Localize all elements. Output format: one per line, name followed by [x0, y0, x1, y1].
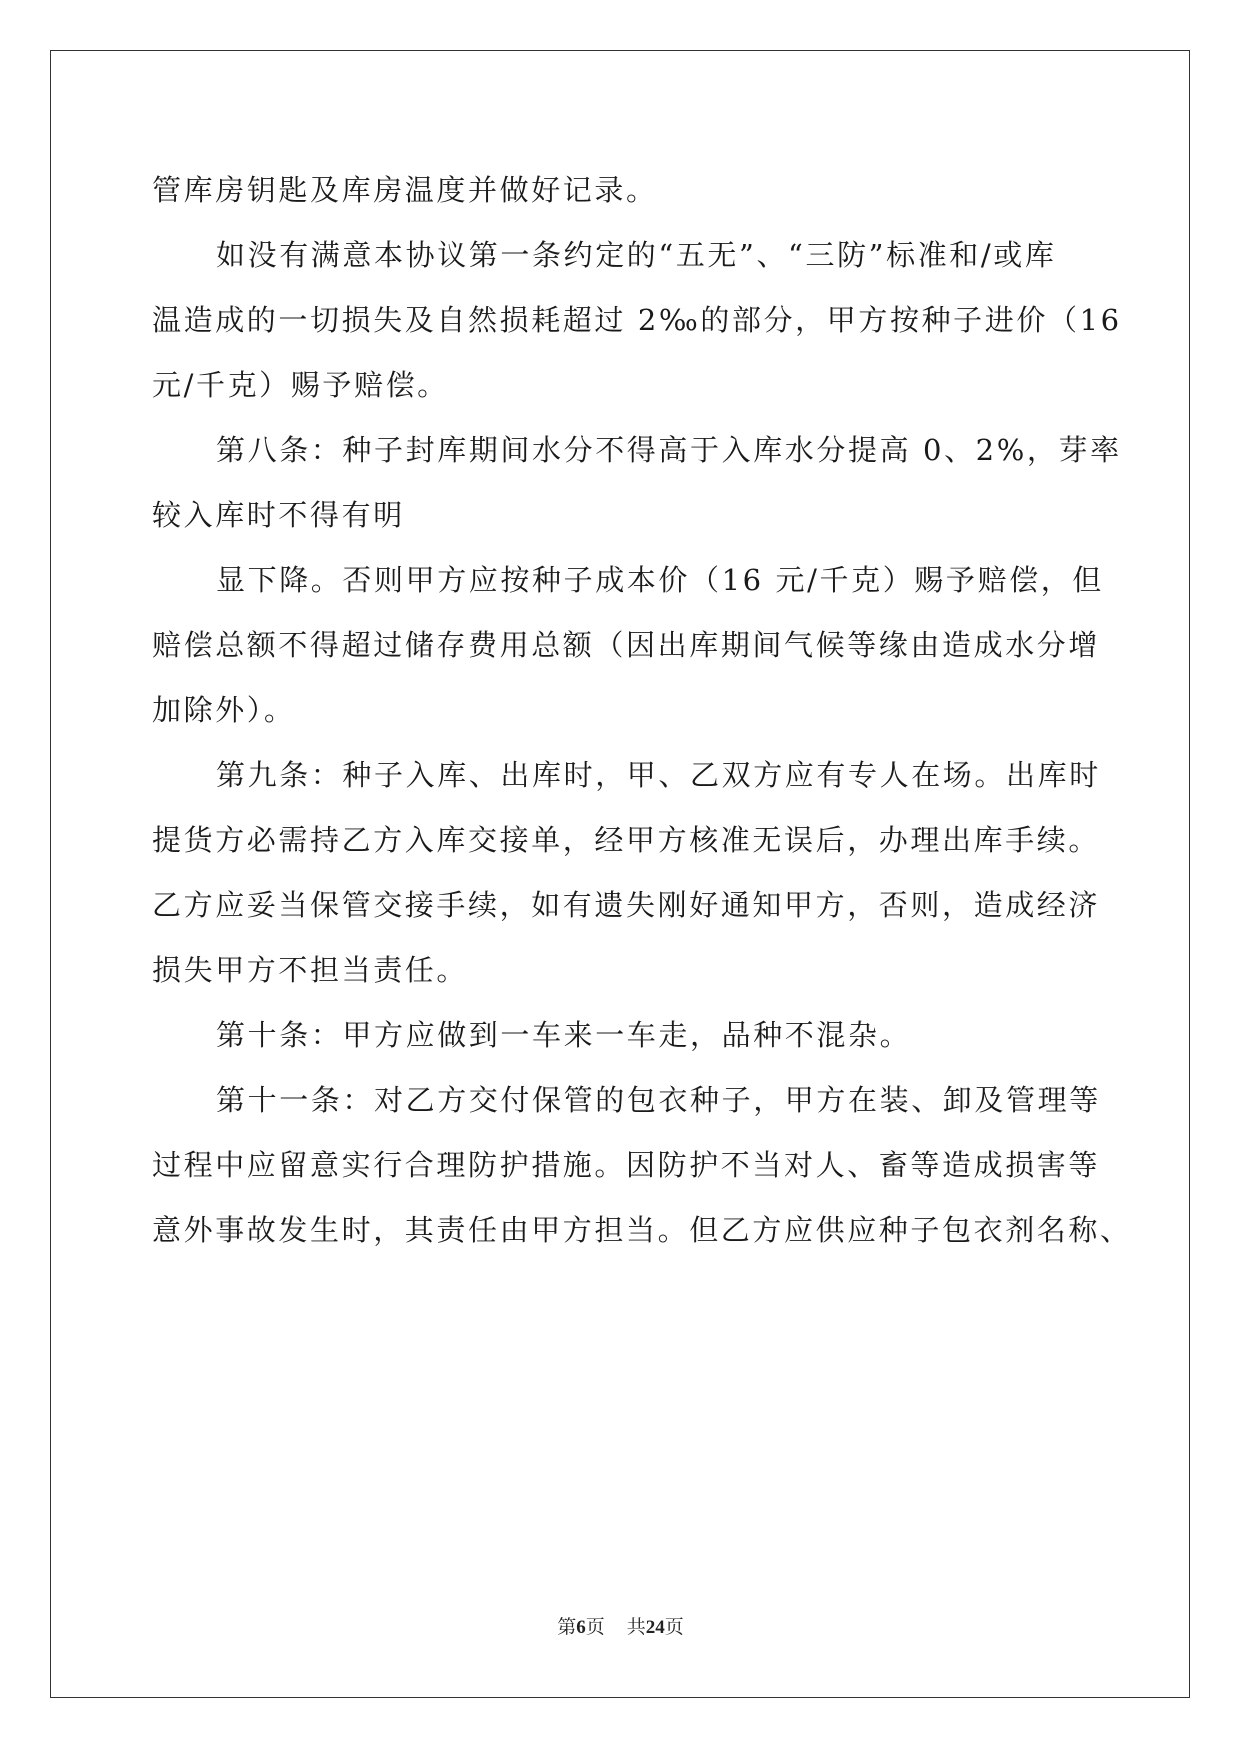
paragraph-line: 第十一条：对乙方交付保管的包衣种子，甲方在装、卸及管理等 — [216, 1083, 1101, 1117]
total-suffix: 页 — [664, 1616, 684, 1638]
paragraph-line: 温造成的一切损失及自然损耗超过 2‰的部分，甲方按种子进价（16 — [152, 303, 1122, 337]
page-suffix: 页 — [585, 1616, 605, 1638]
page-prefix: 第 — [557, 1616, 577, 1638]
paragraph-line: 乙方应妥当保管交接手续，如有遗失刚好通知甲方，否则，造成经济 — [152, 888, 1101, 922]
page-footer — [0, 1612, 1241, 1639]
paragraph-line: 提货方必需持乙方入库交接单，经甲方核准无误后，办理出库手续。 — [152, 823, 1101, 857]
total-pages: 24 — [645, 1617, 665, 1638]
paragraph-line: 如没有满意本协议第一条约定的“五无”、“三防”标准和/或库 — [216, 238, 1057, 272]
paragraph-line: 第八条：种子封库期间水分不得高于入库水分提高 0、2%，芽率 — [216, 433, 1122, 467]
paragraph-line: 较入库时不得有明 — [152, 498, 405, 532]
paragraph-line: 第九条：种子入库、出库时，甲、乙双方应有专人在场。出库时 — [216, 758, 1101, 792]
paragraph-line: 意外事故发生时，其责任由甲方担当。但乙方应供应种子包衣剂名称、 — [152, 1213, 1132, 1247]
paragraph-line: 赔偿总额不得超过储存费用总额（因出库期间气候等缘由造成水分增 — [152, 628, 1101, 662]
paragraph-line: 加除外）。 — [152, 693, 296, 727]
paragraph-line: 管库房钥匙及库房温度并做好记录。 — [152, 173, 658, 207]
paragraph-line: 损失甲方不担当责任。 — [152, 953, 469, 987]
paragraph-line: 显下降。否则甲方应按种子成本价（16 元/千克）赐予赔偿，但 — [216, 563, 1104, 597]
paragraph-line: 元/千克）赐予赔偿。 — [152, 368, 449, 402]
total-prefix: 共 — [626, 1616, 646, 1638]
paragraph-line: 第十条：甲方应做到一车来一车走，品种不混杂。 — [216, 1018, 912, 1052]
document-body — [152, 158, 1132, 1263]
page-number: 6 — [576, 1617, 586, 1638]
paragraph-line: 过程中应留意实行合理防护措施。因防护不当对人、畜等造成损害等 — [152, 1148, 1101, 1182]
